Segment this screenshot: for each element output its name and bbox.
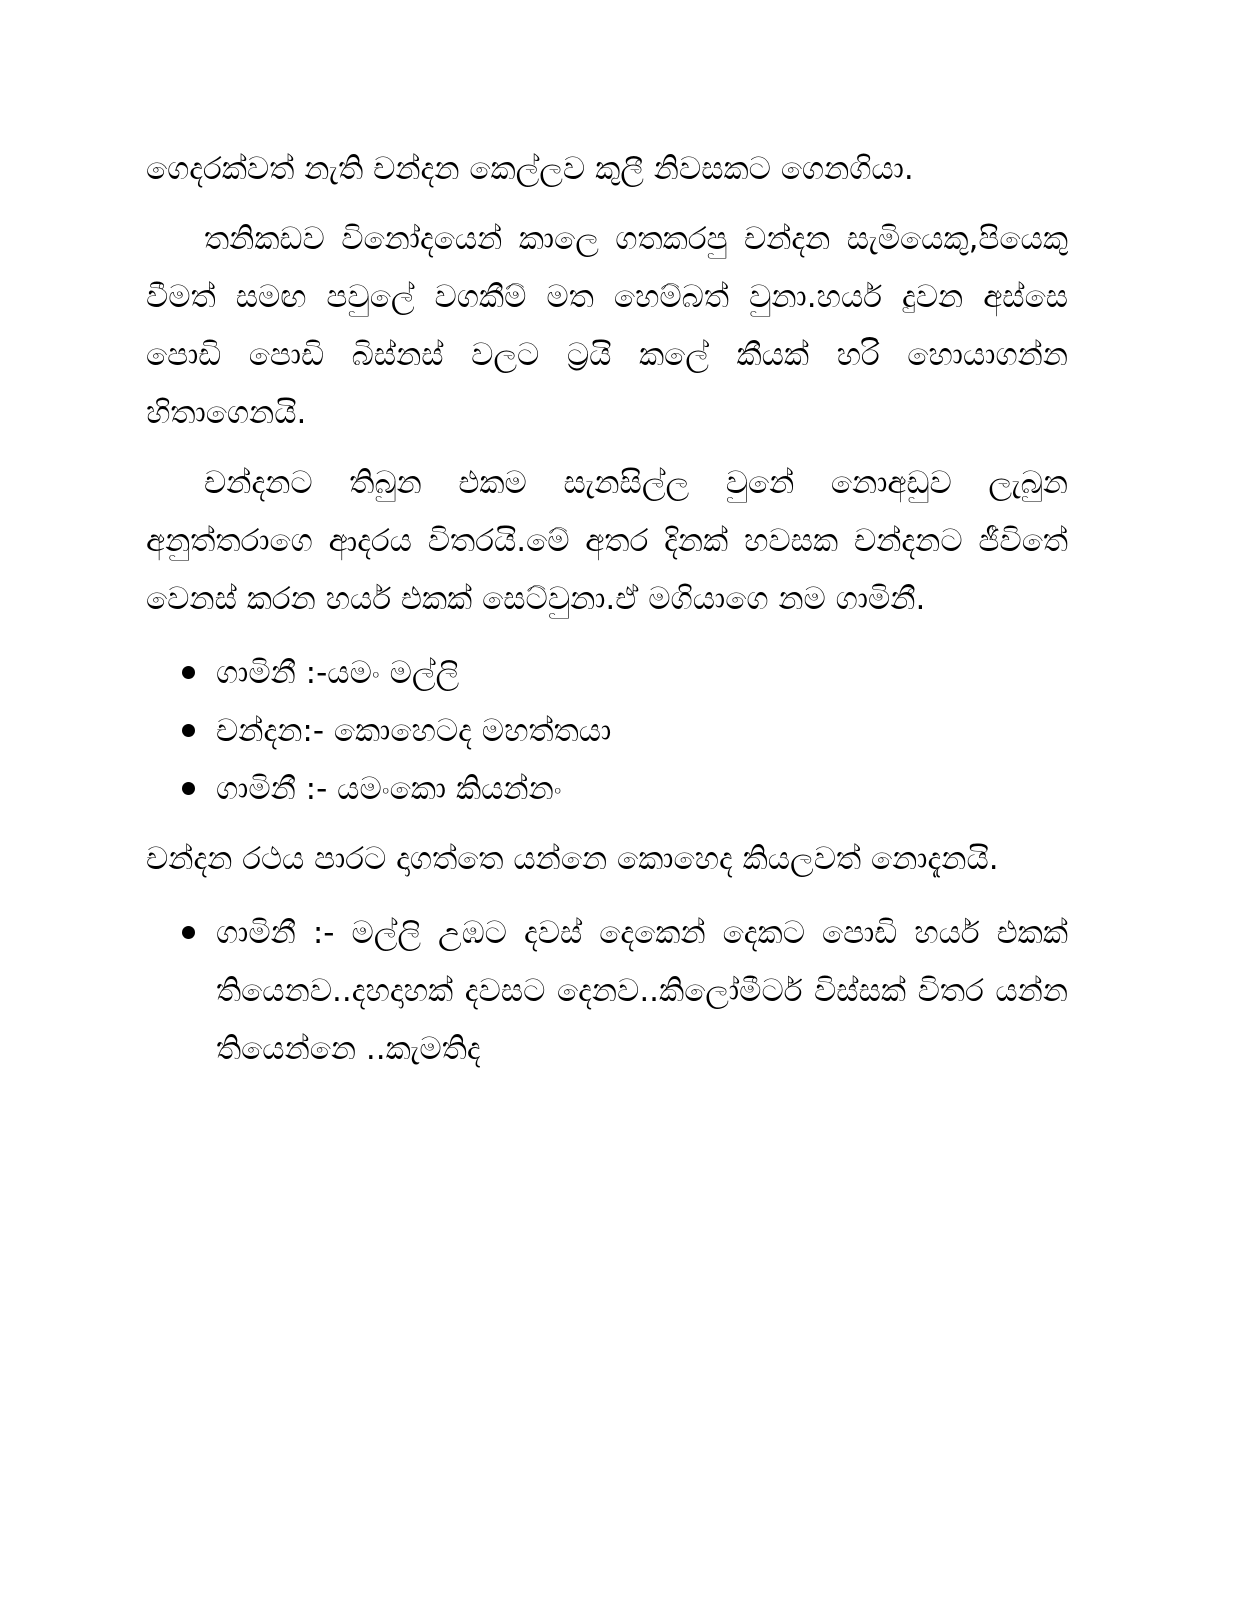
bullet-icon [182,724,195,737]
paragraph-2: තනිකඩව විනෝදයෙන් කාලෙ ගතකරපු චන්දන සැමියෙකු,පියෙකු වීමත් සමඟ පවුලේ වගකීම් මත හෙම්බත් වුනා.හයර් දුවන අස්සෙ පොඩි පොඩි බිස්නස් වලට ට්‍රයි කලේ කීයක් හරි හොයාගන්න හිතාගෙනයි. [146,221,1068,431]
dialogue-list-1 [146,644,1068,818]
dialogue-line: ගාමිනී :-යමං මල්ලි [216,655,460,691]
dialogue-list-2 [146,904,1068,1078]
bullet-icon [182,782,195,795]
dialogue-line: චන්දන:- කොහෙටද මහත්තයා [216,713,612,749]
page-content [146,140,1068,1090]
paragraph-3: චන්දනට තිබුන එකම සැනසිල්ල වුනේ නොඅඩුව ලැබුන අනුත්තරාගෙ ආදරය විතරයි.මේ අතර දිනක් හවසක චන්දනට ජීවිතේ වෙනස් කරන හයර් එකක් සෙට්වුනා.ඒ මගියාගෙ නම ගාමිනී. [146,465,1068,617]
dialogue-line: ගාමිනී :- යමංකො කියන්නං [216,771,562,807]
paragraph-4: චන්දන රථය පාරට දාගත්තෙ යන්නෙ කොහෙද කියලවත් නොදැනයි. [146,841,999,877]
list-item [216,904,1068,1078]
bullet-icon [182,666,195,679]
list-item [216,760,1068,818]
list-item [216,702,1068,760]
paragraph-1: ගෙදරක්වත් නැති චන්දන කෙල්ලව කුලී නිවසකට ගෙනගියා. [146,151,914,187]
list-item [216,644,1068,702]
dialogue-line: ගාමිනී :- මල්ලි උඹට දවස් දෙකෙන් දෙකට පොඩි හයර් එකක් තියෙනව..දහදාහක් දවසට දෙනව..කිලෝමීටර් විස්සක් විතර යන්න තියෙන්නෙ ..කැමතිද [216,915,1068,1067]
bullet-icon [182,926,195,939]
